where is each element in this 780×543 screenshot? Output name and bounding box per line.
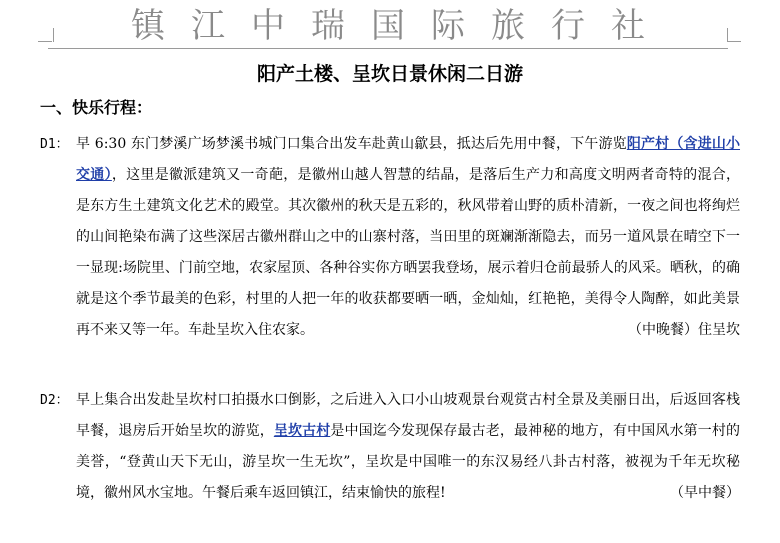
page-corner-mark-right: [727, 28, 734, 42]
day-label: D1：: [40, 137, 69, 152]
company-name: 镇江中瑞国际旅行社: [131, 6, 671, 46]
attraction-link-yangchan[interactable]: 阳产村（含进山小交通）: [76, 136, 741, 183]
day-description: [76, 129, 740, 346]
meal-note: （早中餐）: [670, 485, 740, 501]
day-description: [76, 385, 740, 509]
page-header: [48, 4, 728, 49]
itinerary-day-1: [40, 129, 740, 346]
day-label: D2：: [40, 393, 69, 408]
day-text-after-link: 是中国迄今发现保存最古老，最神秘的地方，有中国风水第一村的美誉，“登黄山天下无山，游呈坎一生无坎”，呈坎是中国唯一的东汉易经八卦古村落，被视为千年无坎秘境，徽州风水宝地。午餐后乘车返回镇江，结束愉快的旅程!: [76, 423, 741, 501]
meal-note: （中晚餐）住呈坎: [628, 322, 740, 338]
day-text-before-link: 早上集合出发赴呈坎村口拍摄水口倒影，之后进入入口小山坡观景台观赏古村全景及美丽日出，后返回客栈早餐，退房后开始呈坎的游览，: [76, 392, 740, 439]
itinerary-day-2: [40, 385, 740, 509]
day-text-after-link: ，这里是徽派建筑又一奇葩，是徽州山越人智慧的结晶，是落后生产力和高度文明两者奇特的混合，是东方生土建筑文化艺术的殿堂。其次徽州的秋天是五彩的，秋风带着山野的质朴清新，一夜之间也将绚烂的山间艳染布满了这些深居古徽州群山之中的山寨村落，当田里的斑斓渐渐隐去，而另一道风景在晴空下一一显现:场院里、门前空地，农家屋顶、各种谷实你方晒罢我登场，展示着归仓前最骄人的风采。晒秋，的确就是这个季节最美的色彩，村里的人把一年的收获都要晒一晒，金灿灿，红艳艳，美得令人陶醉，如此美景再不来又等一年。车赴呈坎入住农家。: [76, 167, 741, 338]
day-text-before-link: 早 6:30 东门梦溪广场梦溪书城门口集合出发车赴黄山歙县，抵达后先用中餐，下午游览: [76, 136, 627, 152]
attraction-link-chengkan[interactable]: 呈坎古村: [273, 423, 331, 439]
page-corner-mark-right-h: [727, 41, 741, 42]
document-title: 阳产土楼、呈坎日景休闲二日游: [256, 63, 523, 85]
section-heading: 一、快乐行程：: [40, 98, 153, 117]
